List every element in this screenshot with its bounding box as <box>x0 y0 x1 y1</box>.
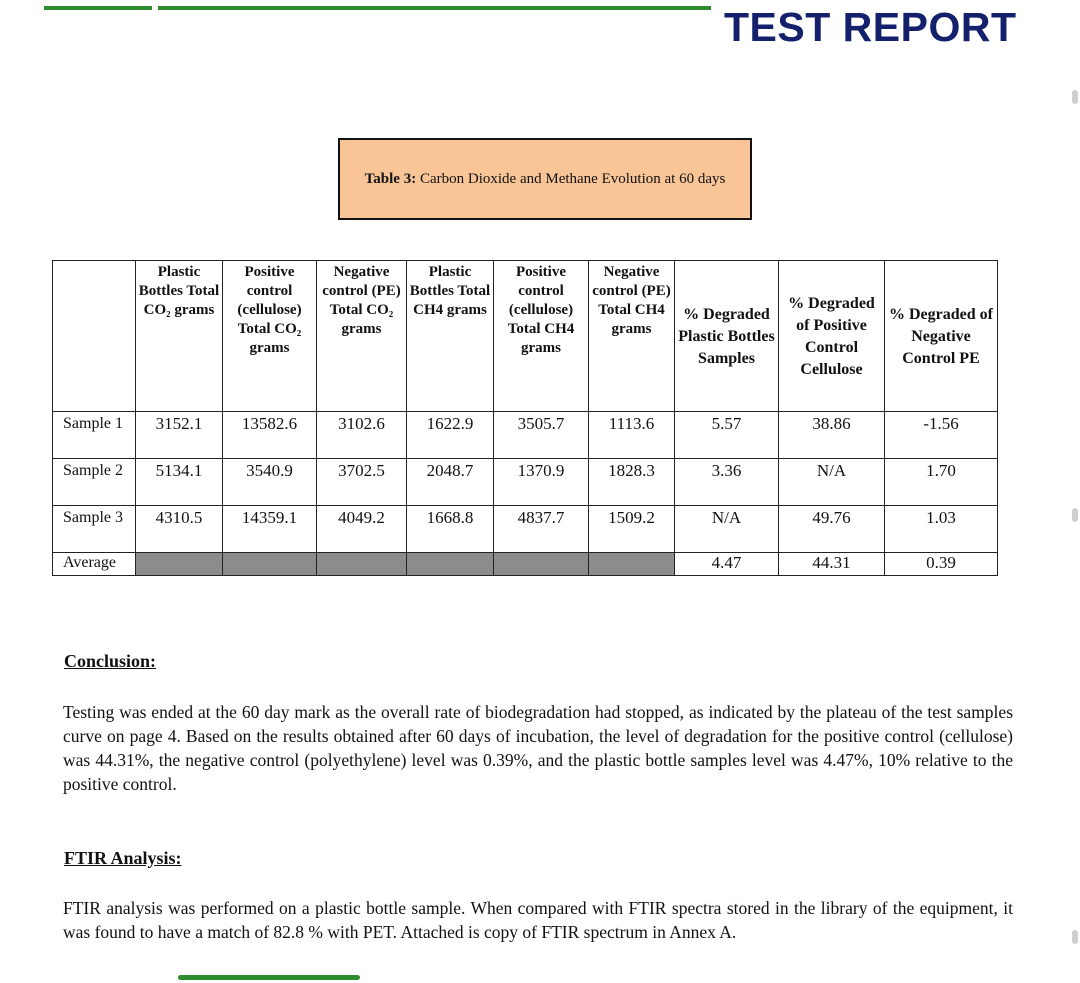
table-cell: 1113.6 <box>589 412 675 459</box>
table-cell: 1.70 <box>885 459 998 506</box>
conclusion-paragraph: Testing was ended at the 60 day mark as the overall rate of biodegradation had stopped, as indicated by the plateau of the test samples curve on page 4. Based on the results obtained after 60 days of incubation, the level of degradation for the positive control (cellulose) was 44.31%, the negative control (polyethylene) level was 0.39%, and the plastic bottle samples level was 4.47%, 10% relative to the positive control. <box>63 702 1013 794</box>
ftir-heading: FTIR Analysis: <box>64 848 182 868</box>
row-label: Average <box>53 553 136 576</box>
header-rule-left <box>44 6 152 10</box>
average-cell: 0.39 <box>885 553 998 576</box>
results-table <box>52 260 998 576</box>
table-cell: 4837.7 <box>494 506 589 553</box>
shaded-cell <box>223 553 317 576</box>
header-cell-pct-negative: % Degraded of Negative Control PE <box>885 261 998 412</box>
table-cell: 13582.6 <box>223 412 317 459</box>
row-label: Sample 1 <box>53 412 136 459</box>
average-cell: 4.47 <box>675 553 779 576</box>
table-cell: 14359.1 <box>223 506 317 553</box>
header-cell-pct-positive: % Degraded of Positive Control Cellulose <box>779 261 885 412</box>
conclusion-heading: Conclusion: <box>64 651 157 671</box>
row-label: Sample 3 <box>53 506 136 553</box>
ftir-paragraph: FTIR analysis was performed on a plastic bottle sample. When compared with FTIR spectra stored in the library of the equipment, it was found to have a match of 82.8 % with PET. Attached is copy of FTIR spectrum in Annex A. <box>63 898 1013 942</box>
table-cell: 1.03 <box>885 506 998 553</box>
table-caption-text: Carbon Dioxide and Methane Evolution at 60 days <box>419 171 726 187</box>
shaded-cell <box>317 553 407 576</box>
table-caption <box>338 138 752 220</box>
header-cell-pct-bottles: % Degraded Plastic Bottles Samples <box>675 261 779 412</box>
report-title: TEST REPORT <box>724 4 1017 50</box>
table-cell: 5.57 <box>675 412 779 459</box>
table-cell: 3102.6 <box>317 412 407 459</box>
shaded-cell <box>589 553 675 576</box>
header-cell-positive-co2: Positive control (cellulose) Total CO₂ grams <box>223 261 317 412</box>
header-cell-bottles-ch4: Plastic Bottles Total CH4 grams <box>407 261 494 412</box>
table-cell: 49.76 <box>779 506 885 553</box>
table-cell: 38.86 <box>779 412 885 459</box>
table-cell: -1.56 <box>885 412 998 459</box>
table-cell: 1370.9 <box>494 459 589 506</box>
shaded-cell <box>494 553 589 576</box>
table-cell: 4049.2 <box>317 506 407 553</box>
header-cell-blank <box>53 261 136 412</box>
table-cell: 3540.9 <box>223 459 317 506</box>
header-cell-negative-co2: Negative control (PE) Total CO₂ grams <box>317 261 407 412</box>
table-cell: 1622.9 <box>407 412 494 459</box>
table-cell: 2048.7 <box>407 459 494 506</box>
scan-edge-mark <box>1072 930 1078 944</box>
shaded-cell <box>407 553 494 576</box>
table-cell: 1668.8 <box>407 506 494 553</box>
shaded-cell <box>136 553 223 576</box>
table-cell: 1828.3 <box>589 459 675 506</box>
average-cell: 44.31 <box>779 553 885 576</box>
table-cell: N/A <box>779 459 885 506</box>
table-cell: N/A <box>675 506 779 553</box>
table-row-sample-3 <box>53 506 998 553</box>
table-cell: 3152.1 <box>136 412 223 459</box>
header-cell-bottles-co2: Plastic Bottles Total CO₂ grams <box>136 261 223 412</box>
table-cell: 5134.1 <box>136 459 223 506</box>
table-cell: 3702.5 <box>317 459 407 506</box>
table-cell: 3505.7 <box>494 412 589 459</box>
table-header-row <box>53 261 998 412</box>
table-row-sample-2 <box>53 459 998 506</box>
footer-rule <box>178 975 360 980</box>
header-cell-positive-ch4: Positive control (cellulose) Total CH4 grams <box>494 261 589 412</box>
table-cell: 3.36 <box>675 459 779 506</box>
table-row-sample-1 <box>53 412 998 459</box>
table-row-average <box>53 553 998 576</box>
header-cell-negative-ch4: Negative control (PE) Total CH4 grams <box>589 261 675 412</box>
table-cell: 1509.2 <box>589 506 675 553</box>
table-caption-label: Table 3: <box>364 171 417 187</box>
header-rule-right <box>158 6 711 10</box>
scan-edge-mark <box>1072 508 1078 522</box>
table-cell: 4310.5 <box>136 506 223 553</box>
row-label: Sample 2 <box>53 459 136 506</box>
scan-edge-mark <box>1072 90 1078 104</box>
